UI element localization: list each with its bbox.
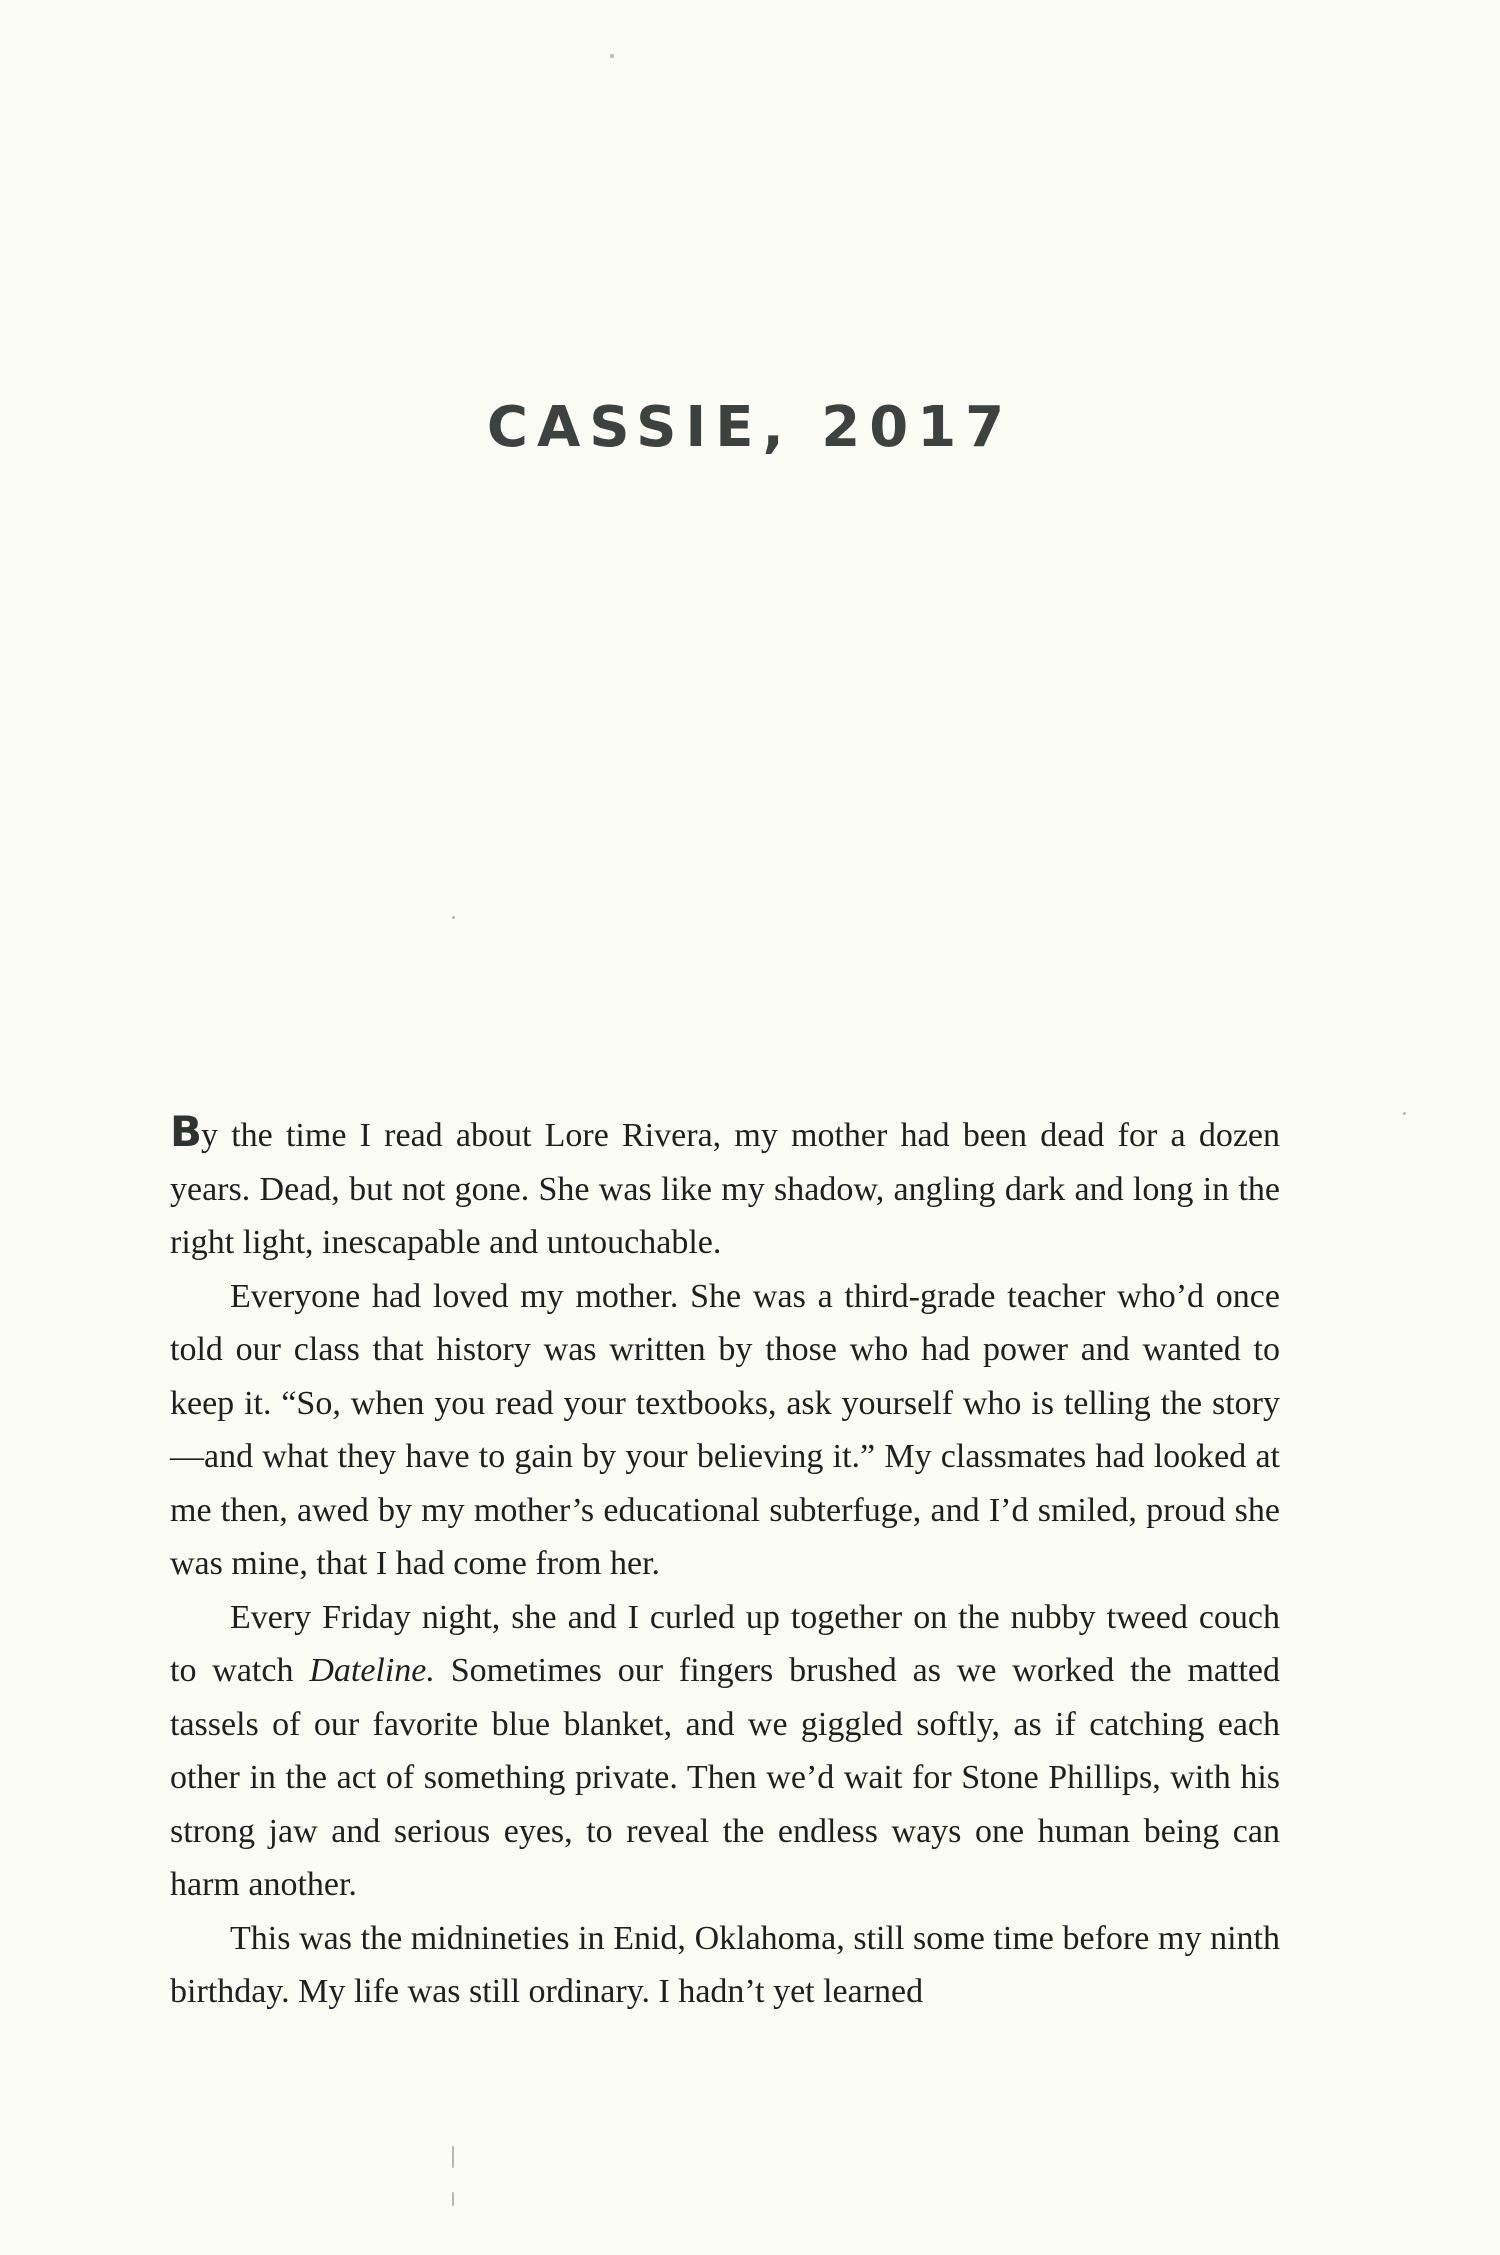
- chapter-title: CASSIE, 2017: [486, 395, 1014, 460]
- scan-speck: [452, 916, 455, 919]
- scan-speck: [610, 54, 614, 58]
- paragraph-3-text-start: Every Friday night, she and I curled up together on the nubby tweed couch to watch: [170, 1598, 1280, 1689]
- scan-speck: [1403, 1112, 1406, 1115]
- scan-speck: [452, 2192, 454, 2206]
- paragraph-3: [170, 1591, 1280, 1912]
- paragraph-3-text-end: Sometimes our fingers brushed as we worked the matted tassels of our favorite blue blanket, and we giggled softly, as if catching each other in the act of something private. Then we’d wait for Stone Phillips, with his strong jaw and serious eyes, to reveal the endless ways one human being can harm another.: [170, 1652, 1280, 1903]
- scan-speck: [452, 2146, 454, 2168]
- paragraph-4: This was the midnineties in Enid, Oklahoma, still some time before my ninth birthday. My life was still ordinary. I hadn’t yet learned: [170, 1919, 1280, 2010]
- drop-cap: B: [170, 1107, 202, 1156]
- chapter-body: [170, 1105, 1280, 2019]
- paragraph-1: [170, 1105, 1280, 1270]
- paragraph-2: Everyone had loved my mother. She was a third-grade teacher who’d once told our class that history was written by those who had power and wanted to keep it. “So, when you read your textbooks, ask yourself who is telling the story—and what they have to gain by your believing it.” My classmates had looked at me then, awed by my mother’s educational subterfuge, and I’d smiled, proud she was mine, that I had come from her.: [170, 1277, 1280, 1582]
- show-title-italic: Dateline.: [309, 1652, 435, 1689]
- paragraph-1-text: y the time I read about Lore Rivera, my mother had been dead for a dozen years. Dead, but not gone. She was like my shadow, angling dark and long in the right light, inescapable and untouchable.: [170, 1117, 1280, 1261]
